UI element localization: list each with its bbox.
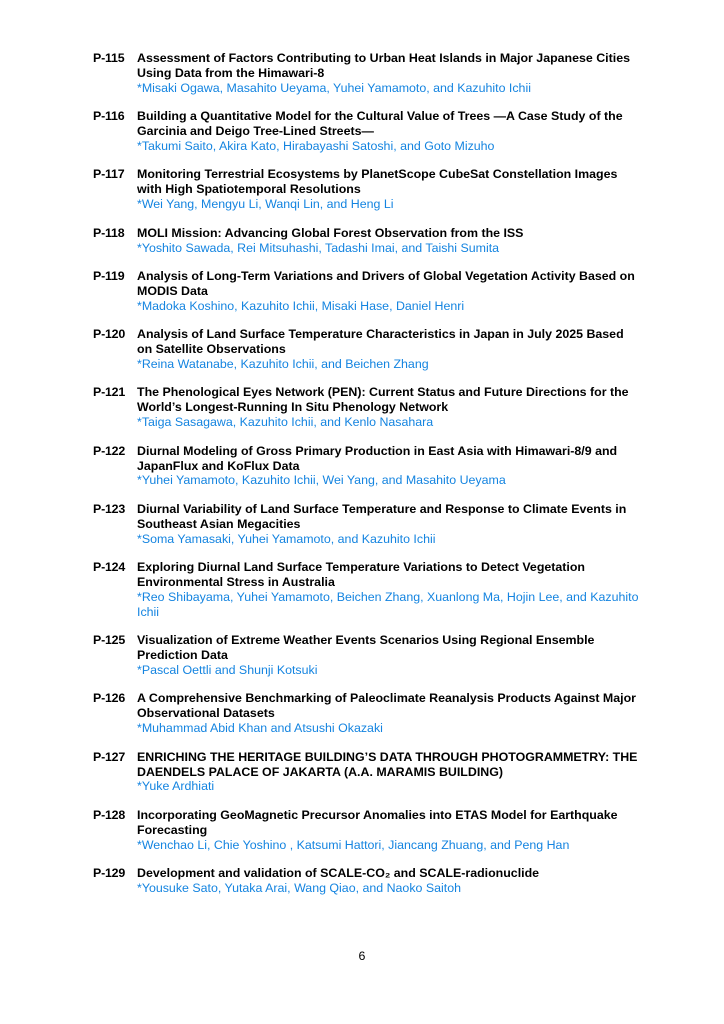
- entry-authors: *Yuhei Yamamoto, Kazuhito Ichii, Wei Yang, and Masahito Ueyama: [137, 473, 506, 488]
- entry-body: [137, 109, 641, 154]
- entry-title: Monitoring Terrestrial Ecosystems by PlanetScope CubeSat Constellation Images with High Spatiotemporal Resolutions: [137, 167, 618, 197]
- entry-code: P-115: [93, 51, 125, 65]
- entry-title: Diurnal Modeling of Gross Primary Production in East Asia with Himawari-8/9 and JapanFlux and KoFlux Data: [137, 443, 618, 473]
- entry-code: P-122: [93, 443, 126, 458]
- program-entry: [93, 109, 641, 154]
- entry-authors: *Yousuke Sato, Yutaka Arai, Wang Qiao, and Naoko Saitoh: [137, 880, 461, 895]
- entry-title: The Phenological Eyes Network (PEN): Current Status and Future Directions for the World’s Longest-Running In Situ Phenology Network: [137, 385, 629, 415]
- entry-code: P-117: [93, 167, 125, 182]
- entry-code: P-126: [93, 691, 126, 706]
- program-entry: [93, 327, 641, 372]
- entry-code: P-124: [93, 560, 126, 575]
- entry-authors: *Misaki Ogawa, Masahito Ueyama, Yuhei Yamamoto, and Kazuhito Ichii: [137, 80, 531, 95]
- entry-title: Diurnal Variability of Land Surface Temperature and Response to Climate Events in Southeast Asian Megacities: [137, 501, 627, 531]
- program-entry: [93, 167, 641, 212]
- entry-title: Analysis of Land Surface Temperature Characteristics in Japan in July 2025 Based on Satellite Observations: [137, 327, 624, 357]
- program-entry: [93, 750, 641, 795]
- entry-body: [137, 327, 641, 372]
- entry-code: P-129: [93, 866, 126, 881]
- entry-title: Development and validation of SCALE-CO₂ and SCALE-radionuclide: [137, 866, 540, 881]
- entry-title: Visualization of Extreme Weather Events Scenarios Using Regional Ensemble Prediction Data: [137, 633, 595, 663]
- program-entry: [93, 866, 641, 896]
- entry-code: P-127: [93, 749, 126, 764]
- entry-code: P-116: [93, 109, 125, 124]
- entry-body: [137, 633, 641, 678]
- entry-body: [137, 691, 641, 736]
- program-entry: [93, 808, 641, 853]
- entry-code: P-119: [93, 268, 125, 283]
- entry-authors: *Wei Yang, Mengyu Li, Wanqi Lin, and Heng Li: [137, 197, 394, 212]
- entry-title: Assessment of Factors Contributing to Urban Heat Islands in Major Japanese Cities Using Data from the Himawari-8: [137, 51, 630, 80]
- entry-body: [137, 385, 641, 430]
- entry-title: MOLI Mission: Advancing Global Forest Observation from the ISS: [137, 225, 524, 240]
- entry-body: [137, 444, 641, 489]
- entry-authors: *Yuke Ardhiati: [137, 779, 215, 794]
- page-number: 6: [358, 949, 366, 963]
- program-entry: [93, 226, 641, 256]
- entry-body: [137, 866, 641, 896]
- entry-body: [137, 226, 641, 256]
- entry-authors: *Muhammad Abid Khan and Atsushi Okazaki: [137, 721, 383, 736]
- entry-title: Incorporating GeoMagnetic Precursor Anomalies into ETAS Model for Earthquake Forecasting: [137, 807, 618, 837]
- entry-title: A Comprehensive Benchmarking of Paleoclimate Reanalysis Products Against Major Observational Datasets: [137, 691, 636, 721]
- entry-title: ENRICHING THE HERITAGE BUILDING’S DATA THROUGH PHOTOGRAMMETRY: THE DAENDELS PALACE OF JAKARTA (A.A. MARAMIS BUILDING): [137, 749, 638, 779]
- entry-code: P-121: [93, 385, 126, 400]
- entry-authors: *Reina Watanabe, Kazuhito Ichii, and Beichen Zhang: [137, 357, 429, 371]
- program-entry: [93, 502, 641, 547]
- program-entry: [93, 444, 641, 489]
- entry-body: [137, 808, 641, 853]
- entry-authors: *Reo Shibayama, Yuhei Yamamoto, Beichen Zhang, Xuanlong Ma, Hojin Lee, and Kazuhito Ichii: [137, 589, 639, 619]
- entry-body: [137, 269, 641, 314]
- entry-code: P-120: [93, 327, 126, 342]
- entry-code: P-125: [93, 633, 126, 648]
- entry-body: [137, 560, 641, 620]
- program-entry: [93, 385, 641, 430]
- entry-authors: *Soma Yamasaki, Yuhei Yamamoto, and Kazuhito Ichii: [137, 531, 436, 546]
- entry-authors: *Yoshito Sawada, Rei Mitsuhashi, Tadashi Imai, and Taishi Sumita: [137, 240, 500, 255]
- entry-body: [137, 750, 641, 795]
- entry-authors: *Taiga Sasagawa, Kazuhito Ichii, and Kenlo Nasahara: [137, 415, 434, 430]
- entry-code: P-118: [93, 225, 125, 240]
- program-entry: [93, 560, 641, 620]
- entry-body: [137, 51, 641, 96]
- program-entry: [93, 633, 641, 678]
- entry-title: Analysis of Long-Term Variations and Drivers of Global Vegetation Activity Based on MODIS Data: [137, 268, 635, 298]
- program-entry: [93, 691, 641, 736]
- entry-body: [137, 502, 641, 547]
- entry-authors: *Takumi Saito, Akira Kato, Hirabayashi Satoshi, and Goto Mizuho: [137, 139, 495, 154]
- program-entry-list: [93, 51, 641, 909]
- entry-code: P-128: [93, 807, 126, 822]
- entry-code: P-123: [93, 501, 126, 516]
- entry-authors: *Pascal Oettli and Shunji Kotsuki: [137, 663, 318, 677]
- entry-title: Building a Quantitative Model for the Cultural Value of Trees —A Case Study of the Garcinia and Deigo Tree-Lined Streets—: [137, 109, 623, 139]
- program-entry: [93, 269, 641, 314]
- entry-body: [137, 167, 641, 212]
- entry-authors: *Wenchao Li, Chie Yoshino , Katsumi Hattori, Jiancang Zhuang, and Peng Han: [137, 837, 570, 852]
- program-entry: [93, 51, 641, 96]
- entry-authors: *Madoka Koshino, Kazuhito Ichii, Misaki Hase, Daniel Henri: [137, 298, 465, 313]
- entry-title: Exploring Diurnal Land Surface Temperature Variations to Detect Vegetation Environmental Stress in Australia: [137, 560, 585, 589]
